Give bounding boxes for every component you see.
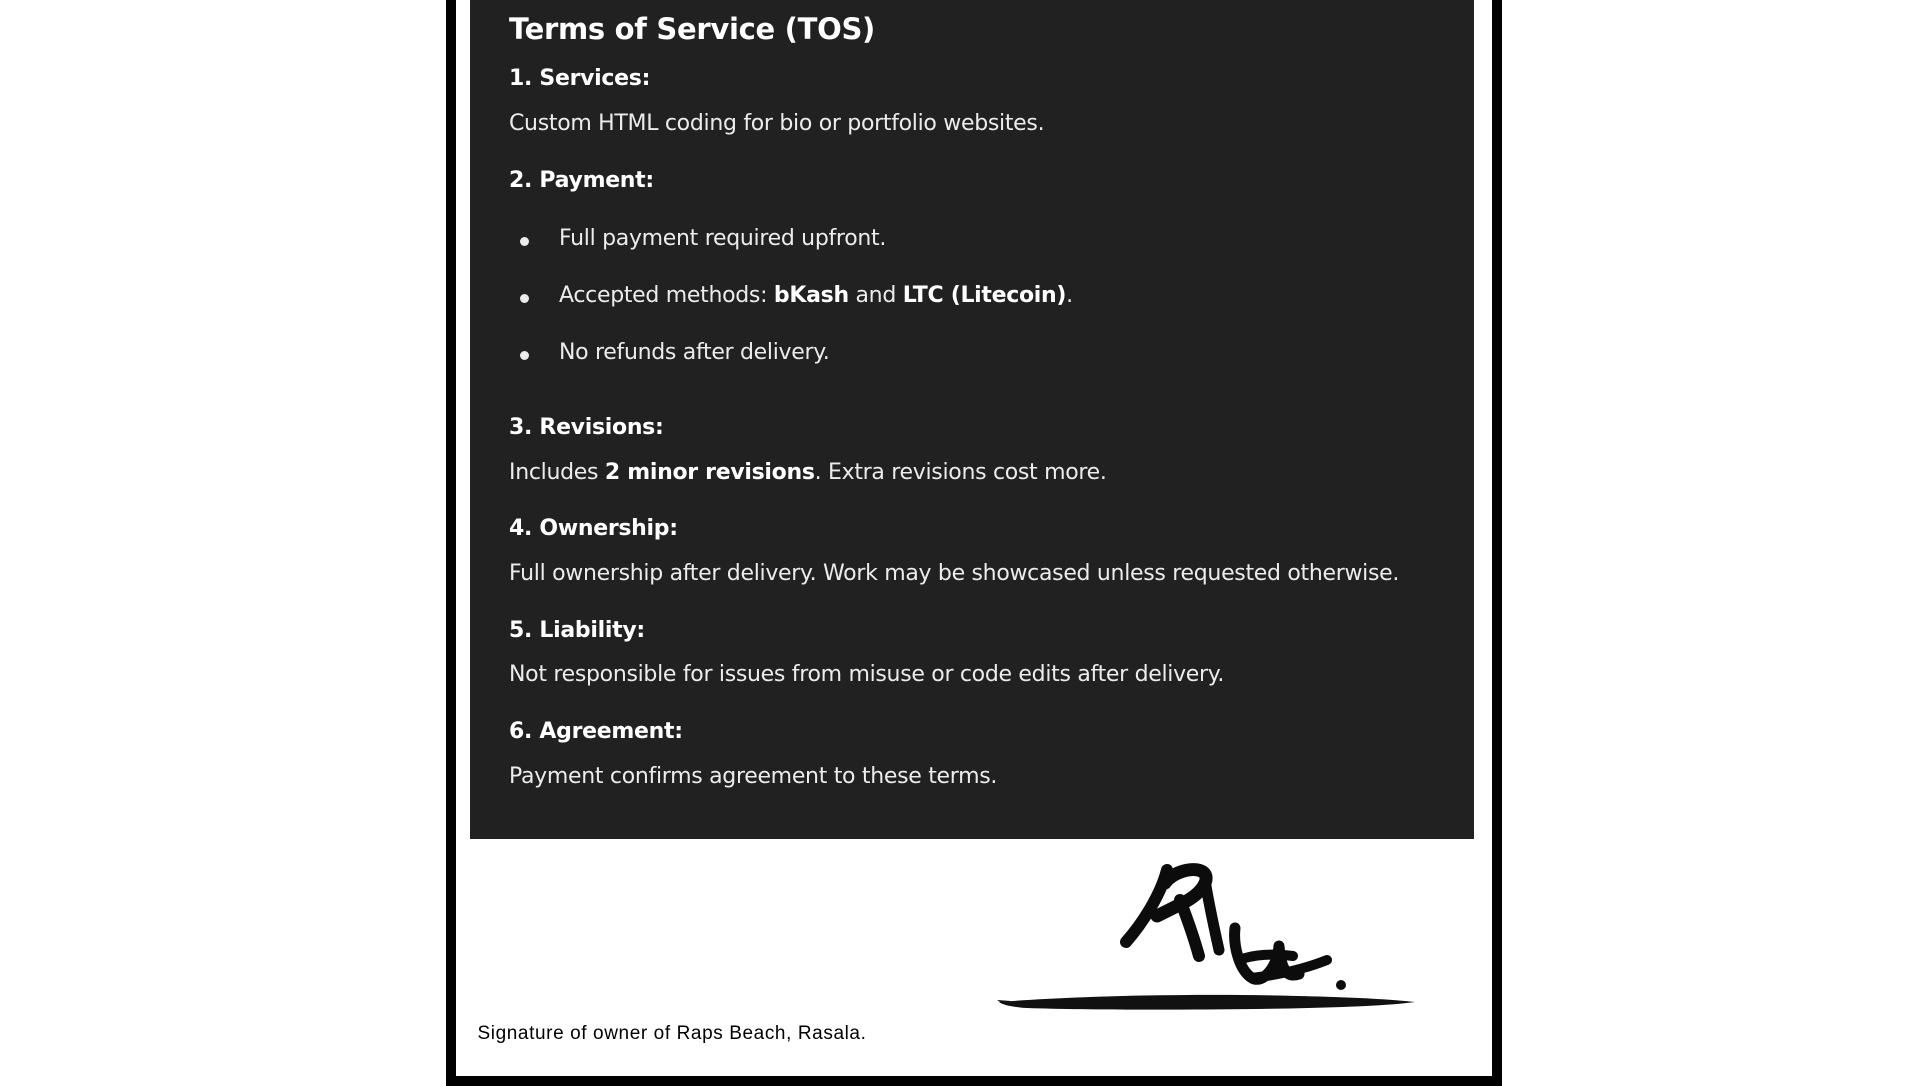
signature-dot <box>1336 980 1346 990</box>
section-heading-revisions: 3. Revisions: <box>509 415 664 440</box>
section-text-services: Custom HTML coding for bio or portfolio websites. <box>509 111 1045 136</box>
section-text-agreement: Payment confirms agreement to these terms. <box>509 764 998 789</box>
methods-label: Accepted methods: <box>559 283 774 308</box>
tos-title: Terms of Service (TOS) <box>509 12 875 46</box>
bullet-icon <box>520 351 529 360</box>
section-heading-liability: 5. Liability: <box>509 618 645 643</box>
methods-period: . <box>1066 283 1073 308</box>
payment-bullet-methods <box>559 283 1073 308</box>
section-heading-services: 1. Services: <box>509 66 651 91</box>
document-frame <box>446 0 1502 1086</box>
section-heading-ownership: 4. Ownership: <box>509 516 678 541</box>
section-text-revisions <box>509 460 1107 485</box>
method-ltc: LTC (Litecoin) <box>902 283 1067 308</box>
signature-underline <box>999 995 1415 1010</box>
payment-bullet-upfront: Full payment required upfront. <box>559 226 887 251</box>
tos-panel <box>470 0 1474 839</box>
bullet-icon <box>520 237 529 246</box>
section-text-ownership: Full ownership after delivery. Work may be showcased unless requested otherwise. <box>509 561 1400 586</box>
methods-conjunction: and <box>848 283 903 308</box>
section-heading-payment: 2. Payment: <box>509 168 654 193</box>
section-text-liability: Not responsible for issues from misuse or code edits after delivery. <box>509 662 1225 687</box>
payment-bullet-refunds: No refunds after delivery. <box>559 340 830 365</box>
revisions-prefix: Includes <box>509 460 605 485</box>
section-heading-agreement: 6. Agreement: <box>509 719 683 744</box>
revisions-count: 2 minor revisions <box>604 460 815 485</box>
revisions-suffix: . Extra revisions cost more. <box>814 460 1107 485</box>
bullet-icon <box>520 294 529 303</box>
method-bkash: bKash <box>773 283 849 308</box>
signature-image <box>997 850 1417 1020</box>
signature-caption: Signature of owner of Raps Beach, Rasala. <box>477 1023 867 1044</box>
